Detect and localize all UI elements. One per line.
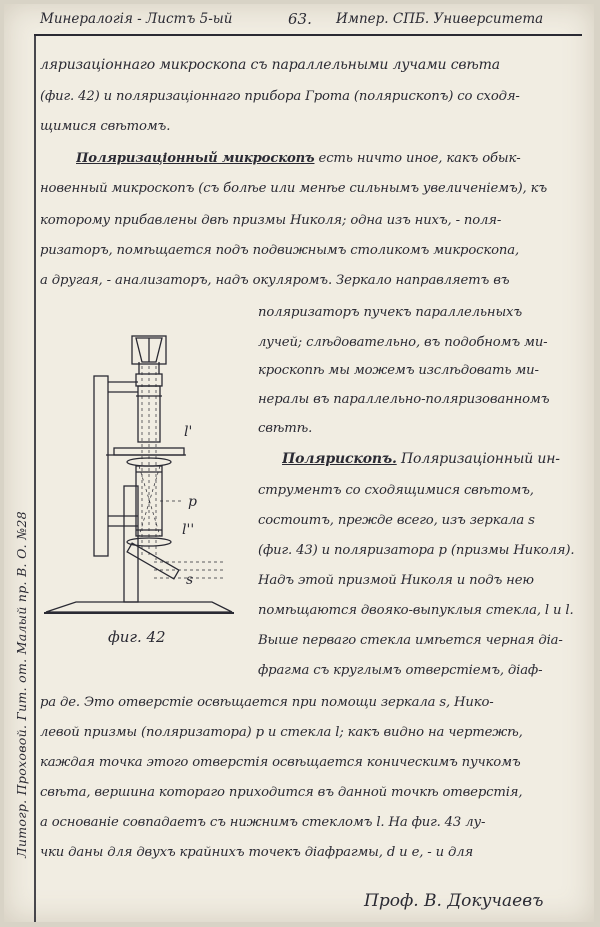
text-line: струментъ со сходящимися свѣтомъ, xyxy=(258,483,534,498)
section-heading-microscope: Поляризаціонный микроскопъ xyxy=(76,151,315,166)
label-l-prime: l' xyxy=(184,424,193,440)
text-line: фрагма съ круглымъ отверстіемъ, діаф- xyxy=(258,663,543,678)
margin-note xyxy=(10,464,32,904)
header-left: Минералогія - Листъ 5-ый xyxy=(40,11,233,27)
text-line: ра де. Это отверстіе освѣщается при помощи зеркала s, Нико- xyxy=(40,695,494,710)
text-line: (фиг. 42) и поляризаціоннаго прибора Грота (полярископъ) со сходя- xyxy=(40,89,520,104)
mirror xyxy=(127,543,179,579)
text-line: левой призмы (поляризатора) p и стекла l; какъ видно на чертежѣ, xyxy=(40,725,523,740)
label-p: p xyxy=(188,494,197,510)
header-rule xyxy=(34,34,582,36)
text-line: (фиг. 43) и поляризатора p (призмы Николя). xyxy=(258,543,575,558)
text-line: Надъ этой призмой Николя и подъ нею xyxy=(258,573,534,588)
signature: Проф. В. Докучаевъ xyxy=(364,891,544,911)
text-line: поляризаторъ пучекъ параллельныхъ xyxy=(258,305,522,320)
text-line: лучей; слѣдовательно, въ подобномъ ми- xyxy=(258,335,548,350)
text-line: щимися свѣтомъ. xyxy=(40,119,171,134)
label-l-double-prime: l'' xyxy=(182,522,195,538)
text-line: каждая точка этого отверстія освѣщается коническимъ пучкомъ xyxy=(40,755,521,770)
text-line: которому прибавлены двѣ призмы Николя; одна изъ нихъ, - поля- xyxy=(40,213,502,228)
text-line: чки даны для двухъ крайнихъ точекъ діафрагмы, d и e, - и для xyxy=(40,845,474,860)
text-line xyxy=(282,448,582,470)
text-line: а другая, - анализаторъ, надъ окуляромъ. Зеркало направляетъ въ xyxy=(40,273,510,288)
section-heading-polariscope: Полярископъ. xyxy=(282,451,397,467)
page-number: 63. xyxy=(288,10,312,28)
microscope-drawing xyxy=(36,326,236,646)
microscope-arm xyxy=(94,376,108,556)
manuscript-page xyxy=(4,4,594,922)
heading-continuation: Поляризаціонный ин- xyxy=(396,451,560,467)
text-line: Выше перваго стекла имѣется черная діа- xyxy=(258,633,563,648)
microscope-base xyxy=(46,602,232,612)
text-line: новенный микроскопъ (съ болѣе или менѣе сильнымъ увеличеніемъ), къ xyxy=(40,181,547,196)
label-s: s xyxy=(186,572,194,588)
figure-caption: фиг. 42 xyxy=(108,628,166,646)
text-line: ляризаціоннаго микроскопа съ параллельными лучами свѣта xyxy=(40,57,500,73)
heading-continuation: есть ничто иное, какъ обык- xyxy=(314,151,521,166)
text-line: свѣтѣ. xyxy=(258,421,313,436)
page-header xyxy=(40,4,580,34)
margin-note-text: Литогр. Проховой. Гит. от. Малый пр. В. О. №28 xyxy=(13,510,29,858)
text-line: а основаніе совпадаетъ съ нижнимъ стекломъ l. На фиг. 43 лу- xyxy=(40,815,486,830)
text-line: помѣщаются двояко-выпуклыя стекла, l и l. xyxy=(258,603,574,618)
text-line: свѣта, вершина котораго приходится въ данной точкѣ отверстія, xyxy=(40,785,523,800)
text-line: нералы въ параллельно-поляризованномъ xyxy=(258,392,550,407)
text-line: состоитъ, прежде всего, изъ зеркала s xyxy=(258,513,535,528)
figure-42-microscope xyxy=(36,326,236,646)
text-line xyxy=(76,148,582,170)
header-right: Импер. СПБ. Университета xyxy=(336,11,544,27)
text-line: ризаторъ, помѣщается подъ подвижнымъ столикомъ микроскопа, xyxy=(40,243,519,258)
text-line: кроскопѣ мы можемъ изслѣдовать ми- xyxy=(258,363,539,378)
